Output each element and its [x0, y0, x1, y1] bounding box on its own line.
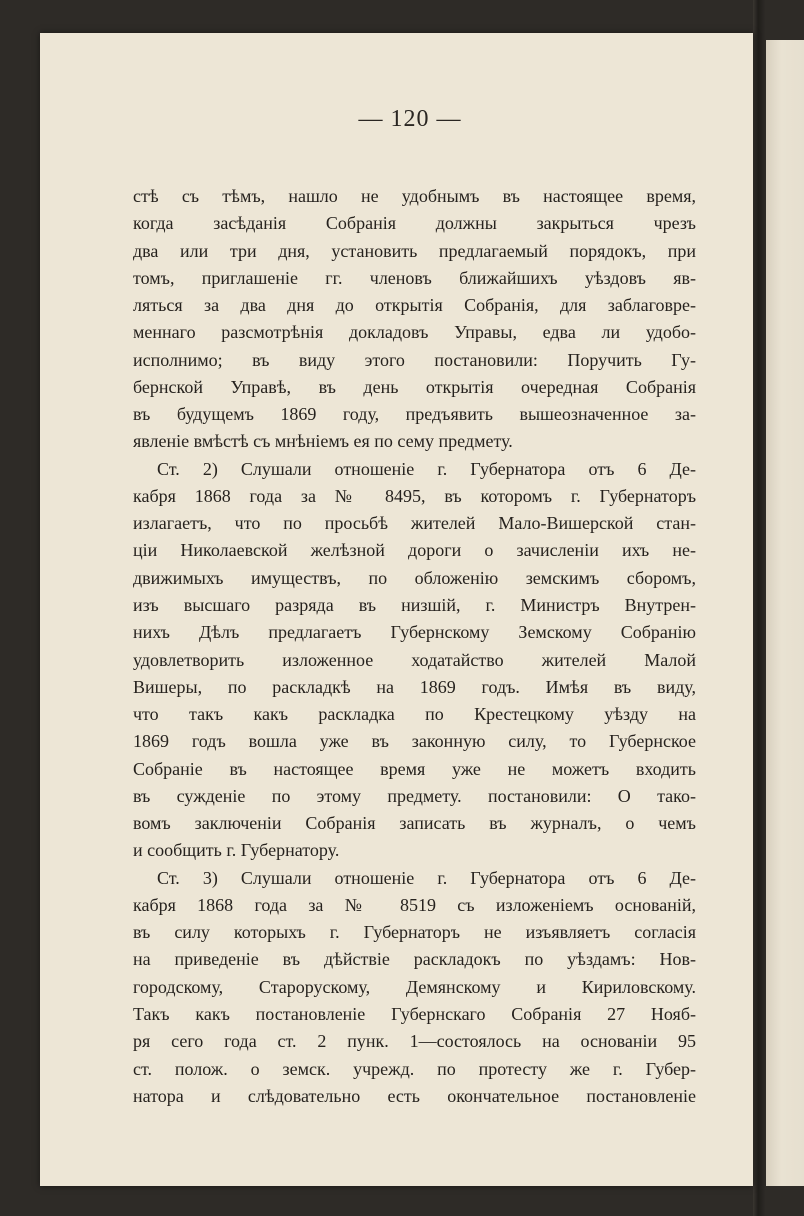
text-line: Вишеры, по раскладкѣ на 1869 годъ. Имѣя въ виду, [133, 676, 696, 697]
text-line: кабря 1868 года за № 8519 съ изложеніемъ основаній, [133, 894, 696, 915]
page-number: — 120 — [358, 106, 462, 132]
text-line: явленіе вмѣстѣ съ мнѣніемъ ея по сему предмету. [133, 431, 513, 452]
text-line: ст. полож. о земск. учрежд. по протесту же г. Губер- [133, 1058, 696, 1079]
text-line: меннаго разсмотрѣнія докладовъ Управы, едва ли удобо- [133, 322, 696, 343]
text-line: исполнимо; въ виду этого постановили: Поручить Гу- [133, 349, 696, 370]
adjacent-page-edge [766, 40, 804, 1186]
text-line: городскому, Старорускому, Демянскому и Кириловскому. [133, 976, 696, 997]
body-text [133, 183, 696, 1110]
text-line: два или три дня, установить предлагаемый порядокъ, при [133, 240, 696, 261]
text-line: бернской Управѣ, въ день открытія очередная Собранія [133, 376, 696, 397]
text-line: что такъ какъ раскладка по Крестецкому уѣзду на [133, 704, 696, 725]
text-line: нихъ Дѣлъ предлагаетъ Губернскому Земскому Собранію [133, 622, 696, 643]
text-line: движимыхъ имуществъ, по обложенію земскимъ сборомъ, [133, 567, 696, 588]
text-line: кабря 1868 года за № 8495, въ которомъ г. Губернаторъ [133, 485, 696, 506]
text-line: Ст. 3) Слушали отношеніе г. Губернатора отъ 6 Де- [157, 867, 696, 888]
text-line: въ силу которыхъ г. Губернаторъ не изъявляетъ согласія [133, 922, 696, 943]
text-line: и сообщить г. Губернатору. [133, 840, 340, 861]
text-line: вомъ заключеніи Собранія записать въ журналъ, о чемъ [133, 813, 696, 834]
text-line: въ сужденіе по этому предмету. постановили: О тако- [133, 785, 696, 806]
text-line: удовлетворить изложенное ходатайство жителей Малой [133, 649, 696, 670]
text-line: 1869 годъ вошла уже въ законную силу, то Губернское [133, 731, 696, 752]
text-line: Ст. 2) Слушали отношеніе г. Губернатора отъ 6 Де- [157, 458, 696, 479]
text-line: Собраніе въ настоящее время уже не можетъ входить [133, 758, 696, 779]
text-line: излагаетъ, что по просьбѣ жителей Мало-Вишерской стан- [133, 513, 696, 534]
text-line: въ будущемъ 1869 году, предъявить вышеозначенное за- [133, 404, 696, 425]
text-line: Такъ какъ постановленіе Губернскаго Собранія 27 Нояб- [133, 1003, 696, 1024]
text-line: ря сего года ст. 2 пунк. 1—состоялось на основаніи 95 [133, 1031, 696, 1052]
text-line: ціи Николаевской желѣзной дороги о зачисленіи ихъ не- [133, 540, 696, 561]
text-line: томъ, приглашеніе гг. членовъ ближайшихъ уѣздовъ яв- [133, 267, 696, 288]
text-line: изъ высшаго разряда въ низшій, г. Министръ Внутрен- [133, 594, 696, 615]
book-gutter [753, 0, 766, 1216]
text-line: натора и слѣдовательно есть окончательное постановленіе [133, 1085, 696, 1106]
text-line: ляться за два дня до открытія Собранія, для заблаговре- [133, 295, 696, 316]
text-line: на приведеніе въ дѣйствіе раскладокъ по уѣздамъ: Нов- [133, 949, 696, 970]
text-line: когда засѣданія Собранія должны закрыться чрезъ [133, 213, 696, 234]
text-line: стѣ съ тѣмъ, нашло не удобнымъ въ настоящее время, [133, 186, 696, 206]
